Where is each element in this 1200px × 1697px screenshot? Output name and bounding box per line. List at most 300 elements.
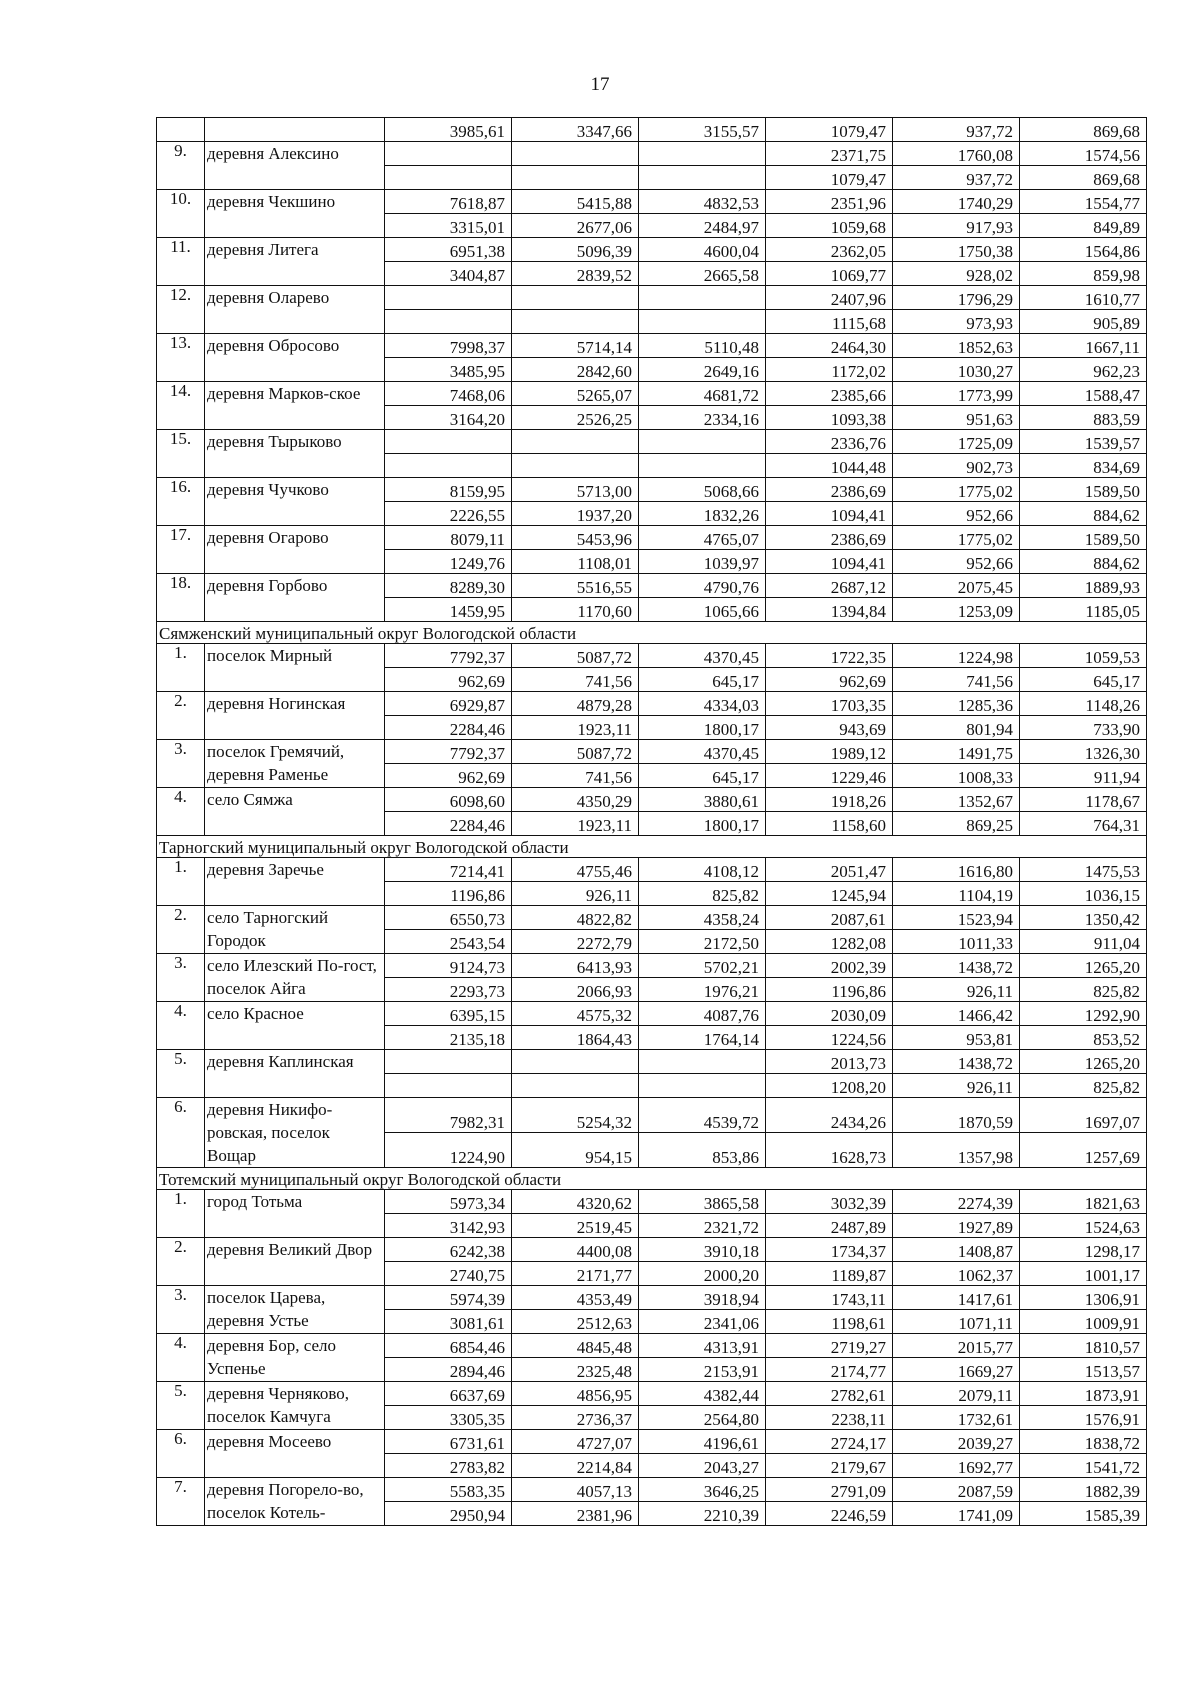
value-cell: 4313,91 <box>639 1334 766 1358</box>
settlement-name: деревня Марков-ское <box>205 382 385 430</box>
value-cell: 2519,45 <box>512 1214 639 1238</box>
value-cell: 4832,53 <box>639 190 766 214</box>
value-cell: 2274,39 <box>893 1190 1020 1214</box>
value-cell: 1764,14 <box>639 1026 766 1050</box>
value-cell: 1725,09 <box>893 430 1020 454</box>
value-cell: 849,89 <box>1020 214 1147 238</box>
section-row <box>157 622 1147 644</box>
value-cell: 1923,11 <box>512 812 639 836</box>
settlement-name: деревня Бор, село Успенье <box>205 1334 385 1382</box>
value-cell: 4539,72 <box>639 1098 766 1133</box>
row-number: 3. <box>157 1286 205 1334</box>
value-cell: 645,17 <box>1020 668 1147 692</box>
value-cell: 1864,43 <box>512 1026 639 1050</box>
value-cell: 1093,38 <box>766 406 893 430</box>
table-row <box>157 334 1147 358</box>
value-cell: 2740,75 <box>385 1262 512 1286</box>
table-row <box>157 1286 1147 1310</box>
value-cell: 4600,04 <box>639 238 766 262</box>
value-cell: 1541,72 <box>1020 1454 1147 1478</box>
value-cell: 1669,27 <box>893 1358 1020 1382</box>
table-row <box>157 478 1147 502</box>
value-cell: 6929,87 <box>385 692 512 716</box>
value-cell: 4358,24 <box>639 906 766 930</box>
value-cell: 2179,67 <box>766 1454 893 1478</box>
value-cell: 834,69 <box>1020 454 1147 478</box>
value-cell: 1889,93 <box>1020 574 1147 598</box>
value-cell: 1350,42 <box>1020 906 1147 930</box>
value-cell: 2687,12 <box>766 574 893 598</box>
value-cell: 2013,73 <box>766 1050 893 1074</box>
value-cell: 962,69 <box>766 668 893 692</box>
value-cell: 2736,37 <box>512 1406 639 1430</box>
table-row <box>157 382 1147 406</box>
value-cell: 1265,20 <box>1020 954 1147 978</box>
value-cell: 1667,11 <box>1020 334 1147 358</box>
row-number: 9. <box>157 142 205 190</box>
value-cell: 2135,18 <box>385 1026 512 1050</box>
value-cell: 1697,07 <box>1020 1098 1147 1133</box>
value-cell <box>512 166 639 190</box>
row-number: 1. <box>157 858 205 906</box>
table-row <box>157 526 1147 550</box>
value-cell: 1059,68 <box>766 214 893 238</box>
value-cell: 2407,96 <box>766 286 893 310</box>
value-cell: 928,02 <box>893 262 1020 286</box>
value-cell: 884,62 <box>1020 550 1147 574</box>
value-cell: 2719,27 <box>766 1334 893 1358</box>
value-cell <box>385 142 512 166</box>
value-cell: 1589,50 <box>1020 526 1147 550</box>
value-cell: 4353,49 <box>512 1286 639 1310</box>
value-cell: 937,72 <box>893 166 1020 190</box>
value-cell: 1852,63 <box>893 334 1020 358</box>
value-cell: 2386,69 <box>766 526 893 550</box>
value-cell: 4370,45 <box>639 644 766 668</box>
value-cell: 2087,59 <box>893 1478 1020 1502</box>
value-cell: 6395,15 <box>385 1002 512 1026</box>
value-cell: 1732,61 <box>893 1406 1020 1430</box>
value-cell <box>385 430 512 454</box>
table-row <box>157 1382 1147 1406</box>
value-cell: 4879,28 <box>512 692 639 716</box>
value-cell: 6951,38 <box>385 238 512 262</box>
value-cell: 2543,54 <box>385 930 512 954</box>
row-number: 2. <box>157 1238 205 1286</box>
value-cell: 853,86 <box>639 1133 766 1168</box>
value-cell: 2000,20 <box>639 1262 766 1286</box>
value-cell: 2484,97 <box>639 214 766 238</box>
value-cell: 6242,38 <box>385 1238 512 1262</box>
value-cell: 4320,62 <box>512 1190 639 1214</box>
tariff-table <box>156 117 1147 1526</box>
value-cell: 1524,63 <box>1020 1214 1147 1238</box>
value-cell <box>639 142 766 166</box>
value-cell: 1148,26 <box>1020 692 1147 716</box>
value-cell: 1039,97 <box>639 550 766 574</box>
value-cell <box>385 286 512 310</box>
value-cell: 1253,09 <box>893 598 1020 622</box>
value-cell: 2677,06 <box>512 214 639 238</box>
value-cell: 1104,19 <box>893 882 1020 906</box>
value-cell: 3315,01 <box>385 214 512 238</box>
value-cell: 7468,06 <box>385 382 512 406</box>
settlement-name: деревня Оларево <box>205 286 385 334</box>
settlement-name: село Илезский По-гост, поселок Айга <box>205 954 385 1002</box>
value-cell: 1838,72 <box>1020 1430 1147 1454</box>
value-cell: 1245,94 <box>766 882 893 906</box>
value-cell: 2002,39 <box>766 954 893 978</box>
value-cell: 1408,87 <box>893 1238 1020 1262</box>
value-cell: 3485,95 <box>385 358 512 382</box>
table-row <box>157 1238 1147 1262</box>
value-cell: 2153,91 <box>639 1358 766 1382</box>
value-cell: 1870,59 <box>893 1098 1020 1133</box>
value-cell: 2039,27 <box>893 1430 1020 1454</box>
value-cell: 952,66 <box>893 502 1020 526</box>
row-number: 3. <box>157 740 205 788</box>
value-cell <box>512 1050 639 1074</box>
value-cell: 1185,05 <box>1020 598 1147 622</box>
value-cell: 645,17 <box>639 764 766 788</box>
value-cell: 1882,39 <box>1020 1478 1147 1502</box>
value-cell: 926,11 <box>893 978 1020 1002</box>
value-cell: 3347,66 <box>512 118 639 142</box>
value-cell: 8079,11 <box>385 526 512 550</box>
value-cell: 2172,50 <box>639 930 766 954</box>
row-number: 7. <box>157 1478 205 1526</box>
value-cell: 2351,96 <box>766 190 893 214</box>
value-cell: 884,62 <box>1020 502 1147 526</box>
row-number: 15. <box>157 430 205 478</box>
table-row <box>157 1050 1147 1074</box>
value-cell: 9124,73 <box>385 954 512 978</box>
value-cell: 2512,63 <box>512 1310 639 1334</box>
value-cell: 1923,11 <box>512 716 639 740</box>
value-cell: 937,72 <box>893 118 1020 142</box>
table-row <box>157 1098 1147 1133</box>
value-cell: 1491,75 <box>893 740 1020 764</box>
value-cell: 3646,25 <box>639 1478 766 1502</box>
value-cell: 2464,30 <box>766 334 893 358</box>
value-cell: 1513,57 <box>1020 1358 1147 1382</box>
row-number: 10. <box>157 190 205 238</box>
value-cell: 3081,61 <box>385 1310 512 1334</box>
value-cell <box>385 166 512 190</box>
value-cell: 1576,91 <box>1020 1406 1147 1430</box>
table-row <box>157 118 1147 142</box>
settlement-name: деревня Погорело-во, поселок Котель- <box>205 1478 385 1526</box>
value-cell: 1059,53 <box>1020 644 1147 668</box>
row-number: 2. <box>157 906 205 954</box>
value-cell: 1198,61 <box>766 1310 893 1334</box>
value-cell: 5110,48 <box>639 334 766 358</box>
value-cell: 869,68 <box>1020 166 1147 190</box>
value-cell: 4765,07 <box>639 526 766 550</box>
value-cell: 4845,48 <box>512 1334 639 1358</box>
settlement-name: село Сямжа <box>205 788 385 836</box>
value-cell: 1585,39 <box>1020 1502 1147 1526</box>
value-cell: 1298,17 <box>1020 1238 1147 1262</box>
row-number: 13. <box>157 334 205 382</box>
value-cell: 5516,55 <box>512 574 639 598</box>
section-title: Тотемский муниципальный округ Вологодской области <box>157 1168 1147 1190</box>
value-cell: 1918,26 <box>766 788 893 812</box>
value-cell: 1937,20 <box>512 502 639 526</box>
row-number: 4. <box>157 1002 205 1050</box>
value-cell: 3985,61 <box>385 118 512 142</box>
value-cell: 1011,33 <box>893 930 1020 954</box>
value-cell: 859,98 <box>1020 262 1147 286</box>
value-cell: 1775,02 <box>893 526 1020 550</box>
settlement-name: поселок Царева, деревня Устье <box>205 1286 385 1334</box>
row-number: 1. <box>157 1190 205 1238</box>
value-cell: 6854,46 <box>385 1334 512 1358</box>
value-cell: 5974,39 <box>385 1286 512 1310</box>
value-cell: 943,69 <box>766 716 893 740</box>
value-cell: 3404,87 <box>385 262 512 286</box>
value-cell: 4057,13 <box>512 1478 639 1502</box>
value-cell: 1616,80 <box>893 858 1020 882</box>
value-cell: 6413,93 <box>512 954 639 978</box>
table-row <box>157 1190 1147 1214</box>
value-cell: 1208,20 <box>766 1074 893 1098</box>
value-cell: 741,56 <box>512 764 639 788</box>
value-cell: 952,66 <box>893 550 1020 574</box>
value-cell: 5087,72 <box>512 740 639 764</box>
value-cell: 1224,90 <box>385 1133 512 1168</box>
table-row <box>157 238 1147 262</box>
value-cell: 1079,47 <box>766 118 893 142</box>
value-cell: 4681,72 <box>639 382 766 406</box>
value-cell: 1574,56 <box>1020 142 1147 166</box>
value-cell: 1094,41 <box>766 550 893 574</box>
value-cell: 1741,09 <box>893 1502 1020 1526</box>
value-cell: 1927,89 <box>893 1214 1020 1238</box>
page-number: 17 <box>590 74 610 95</box>
value-cell: 1306,91 <box>1020 1286 1147 1310</box>
value-cell: 1158,60 <box>766 812 893 836</box>
value-cell: 1009,91 <box>1020 1310 1147 1334</box>
value-cell: 5254,32 <box>512 1098 639 1133</box>
table-row <box>157 1478 1147 1502</box>
value-cell: 4822,82 <box>512 906 639 930</box>
value-cell: 1265,20 <box>1020 1050 1147 1074</box>
row-number: 3. <box>157 954 205 1002</box>
settlement-name: село Тарногский Городок <box>205 906 385 954</box>
value-cell: 1743,11 <box>766 1286 893 1310</box>
value-cell: 2226,55 <box>385 502 512 526</box>
value-cell: 7618,87 <box>385 190 512 214</box>
value-cell: 951,63 <box>893 406 1020 430</box>
value-cell: 5583,35 <box>385 1478 512 1502</box>
value-cell: 1628,73 <box>766 1133 893 1168</box>
settlement-name: деревня Тырыково <box>205 430 385 478</box>
value-cell <box>639 430 766 454</box>
value-cell: 2214,84 <box>512 1454 639 1478</box>
value-cell: 1775,02 <box>893 478 1020 502</box>
value-cell: 5713,00 <box>512 478 639 502</box>
value-cell <box>385 1074 512 1098</box>
value-cell: 5096,39 <box>512 238 639 262</box>
value-cell: 4382,44 <box>639 1382 766 1406</box>
value-cell: 1873,91 <box>1020 1382 1147 1406</box>
value-cell: 645,17 <box>639 668 766 692</box>
value-cell: 1071,11 <box>893 1310 1020 1334</box>
value-cell: 2174,77 <box>766 1358 893 1382</box>
value-cell: 2325,48 <box>512 1358 639 1382</box>
value-cell: 6550,73 <box>385 906 512 930</box>
value-cell <box>385 310 512 334</box>
value-cell: 953,81 <box>893 1026 1020 1050</box>
value-cell: 5714,14 <box>512 334 639 358</box>
table-body <box>157 118 1147 1526</box>
value-cell: 962,69 <box>385 668 512 692</box>
value-cell: 1989,12 <box>766 740 893 764</box>
value-cell: 1750,38 <box>893 238 1020 262</box>
settlement-name: деревня Мосеево <box>205 1430 385 1478</box>
settlement-name: деревня Никифо-ровская, поселок Вощар <box>205 1098 385 1168</box>
value-cell: 7982,31 <box>385 1098 512 1133</box>
value-cell: 1703,35 <box>766 692 893 716</box>
value-cell: 1740,29 <box>893 190 1020 214</box>
value-cell <box>639 1050 766 1074</box>
value-cell: 5087,72 <box>512 644 639 668</box>
value-cell: 1722,35 <box>766 644 893 668</box>
settlement-name: деревня Огарово <box>205 526 385 574</box>
value-cell: 3142,93 <box>385 1214 512 1238</box>
table-row <box>157 644 1147 668</box>
settlement-name: деревня Ногинская <box>205 692 385 740</box>
value-cell: 1249,76 <box>385 550 512 574</box>
value-cell: 4350,29 <box>512 788 639 812</box>
value-cell: 1760,08 <box>893 142 1020 166</box>
value-cell: 2079,11 <box>893 1382 1020 1406</box>
value-cell: 1589,50 <box>1020 478 1147 502</box>
value-cell: 2371,75 <box>766 142 893 166</box>
value-cell: 5265,07 <box>512 382 639 406</box>
row-number: 14. <box>157 382 205 430</box>
value-cell: 1062,37 <box>893 1262 1020 1286</box>
value-cell: 825,82 <box>639 882 766 906</box>
value-cell: 1036,15 <box>1020 882 1147 906</box>
value-cell: 2894,46 <box>385 1358 512 1382</box>
settlement-name: деревня Заречье <box>205 858 385 906</box>
value-cell: 2791,09 <box>766 1478 893 1502</box>
value-cell: 2341,06 <box>639 1310 766 1334</box>
settlement-name: поселок Мирный <box>205 644 385 692</box>
value-cell: 2043,27 <box>639 1454 766 1478</box>
value-cell: 1030,27 <box>893 358 1020 382</box>
value-cell: 869,25 <box>893 812 1020 836</box>
table-row <box>157 1430 1147 1454</box>
value-cell: 1554,77 <box>1020 190 1147 214</box>
value-cell: 1588,47 <box>1020 382 1147 406</box>
settlement-name: деревня Горбово <box>205 574 385 622</box>
value-cell: 1773,99 <box>893 382 1020 406</box>
value-cell: 1189,87 <box>766 1262 893 1286</box>
table-row <box>157 574 1147 598</box>
value-cell: 7214,41 <box>385 858 512 882</box>
settlement-name: деревня Каплинская <box>205 1050 385 1098</box>
value-cell: 954,15 <box>512 1133 639 1168</box>
row-number: 17. <box>157 526 205 574</box>
value-cell: 1976,21 <box>639 978 766 1002</box>
value-cell <box>512 286 639 310</box>
value-cell: 1610,77 <box>1020 286 1147 310</box>
row-number: 6. <box>157 1430 205 1478</box>
value-cell: 2487,89 <box>766 1214 893 1238</box>
value-cell: 3164,20 <box>385 406 512 430</box>
value-cell: 2171,77 <box>512 1262 639 1286</box>
value-cell <box>512 142 639 166</box>
value-cell: 1564,86 <box>1020 238 1147 262</box>
value-cell: 926,11 <box>512 882 639 906</box>
value-cell: 1196,86 <box>766 978 893 1002</box>
value-cell: 1352,67 <box>893 788 1020 812</box>
value-cell: 853,52 <box>1020 1026 1147 1050</box>
value-cell: 764,31 <box>1020 812 1147 836</box>
table-row <box>157 1002 1147 1026</box>
value-cell: 7792,37 <box>385 644 512 668</box>
value-cell: 4727,07 <box>512 1430 639 1454</box>
value-cell: 1115,68 <box>766 310 893 334</box>
value-cell: 4370,45 <box>639 740 766 764</box>
value-cell: 2649,16 <box>639 358 766 382</box>
value-cell: 926,11 <box>893 1074 1020 1098</box>
value-cell: 869,68 <box>1020 118 1147 142</box>
value-cell: 2842,60 <box>512 358 639 382</box>
value-cell: 4087,76 <box>639 1002 766 1026</box>
value-cell: 2724,17 <box>766 1430 893 1454</box>
value-cell: 7792,37 <box>385 740 512 764</box>
value-cell: 2336,76 <box>766 430 893 454</box>
value-cell: 1800,17 <box>639 812 766 836</box>
value-cell: 4334,03 <box>639 692 766 716</box>
value-cell <box>639 454 766 478</box>
value-cell: 1170,60 <box>512 598 639 622</box>
table-row <box>157 692 1147 716</box>
section-row <box>157 1168 1147 1190</box>
value-cell: 1394,84 <box>766 598 893 622</box>
value-cell: 2246,59 <box>766 1502 893 1526</box>
value-cell: 2381,96 <box>512 1502 639 1526</box>
value-cell: 5702,21 <box>639 954 766 978</box>
value-cell: 1800,17 <box>639 716 766 740</box>
value-cell: 3918,94 <box>639 1286 766 1310</box>
value-cell <box>512 430 639 454</box>
settlement-name: деревня Черняково, поселок Камчуга <box>205 1382 385 1430</box>
settlement-name: город Тотьма <box>205 1190 385 1238</box>
value-cell: 2564,80 <box>639 1406 766 1430</box>
value-cell: 1069,77 <box>766 262 893 286</box>
value-cell: 4108,12 <box>639 858 766 882</box>
value-cell: 902,73 <box>893 454 1020 478</box>
value-cell: 1282,08 <box>766 930 893 954</box>
value-cell: 1523,94 <box>893 906 1020 930</box>
value-cell: 825,82 <box>1020 1074 1147 1098</box>
table-row <box>157 142 1147 166</box>
value-cell: 1459,95 <box>385 598 512 622</box>
value-cell: 1285,36 <box>893 692 1020 716</box>
value-cell: 1108,01 <box>512 550 639 574</box>
value-cell: 1224,98 <box>893 644 1020 668</box>
section-title: Сямженский муниципальный округ Вологодской области <box>157 622 1147 644</box>
row-number: 4. <box>157 788 205 836</box>
value-cell <box>639 166 766 190</box>
settlement-name: деревня Обросово <box>205 334 385 382</box>
value-cell: 3865,58 <box>639 1190 766 1214</box>
